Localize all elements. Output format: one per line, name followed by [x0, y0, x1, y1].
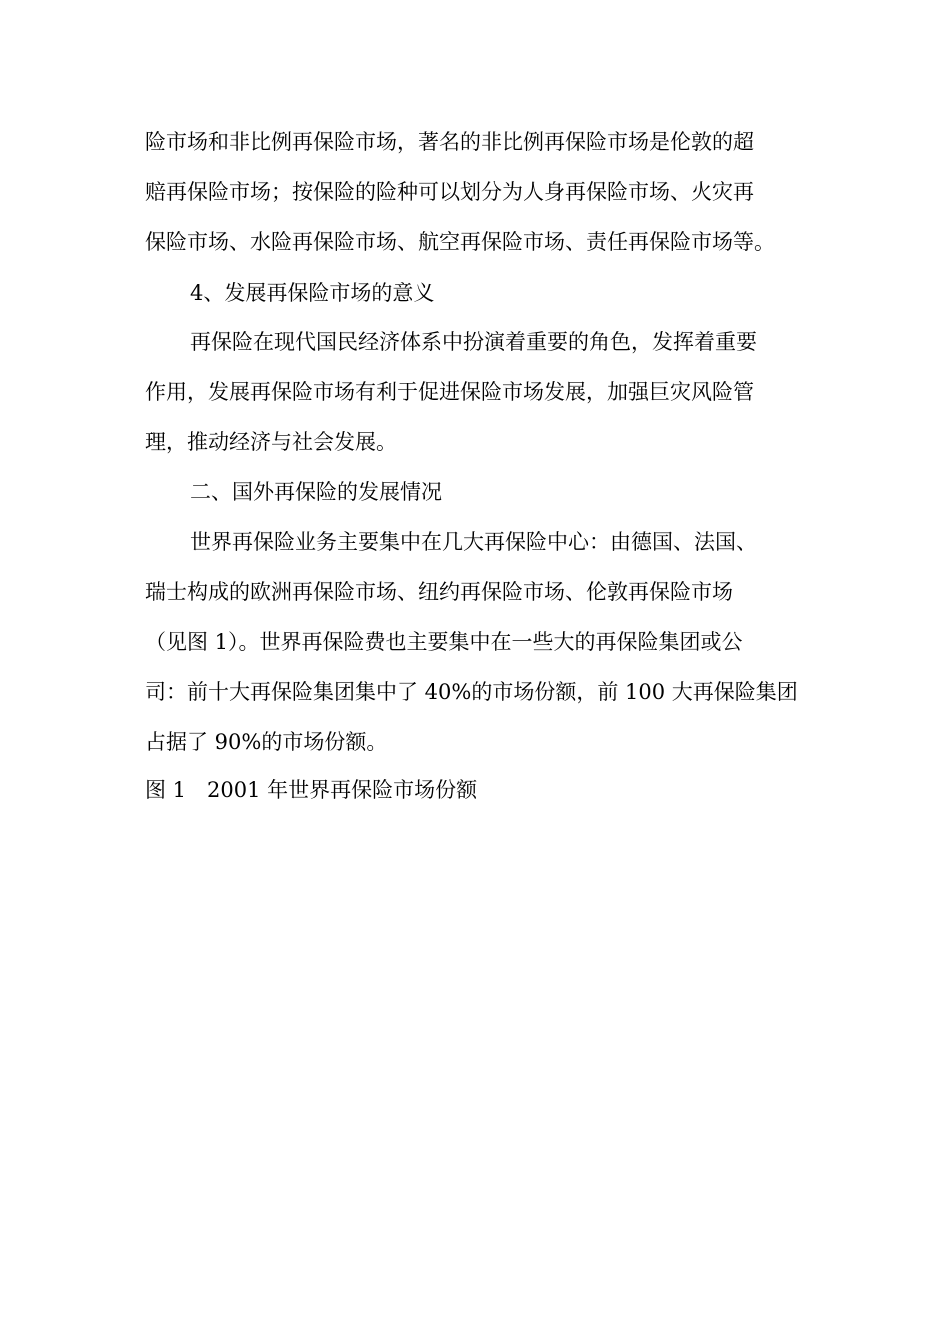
paragraph-line: 理，推动经济与社会发展。 — [145, 430, 397, 454]
paragraph-line: 险市场和非比例再保险市场，著名的非比例再保险市场是伦敦的超 — [145, 130, 754, 154]
paragraph-line: （见图 1）。世界再保险费也主要集中在一些大的再保险集团或公 — [145, 630, 743, 654]
section-heading-significance: 4、发展再保险市场的意义 — [190, 281, 435, 305]
paragraph-line: 赔再保险市场；按保险的险种可以划分为人身再保险市场、火灾再 — [145, 180, 754, 204]
paragraph-line: 占据了 90%的市场份额。 — [145, 730, 388, 754]
paragraph-line: 再保险在现代国民经济体系中扮演着重要的角色，发挥着重要 — [190, 330, 757, 354]
paragraph-line: 保险市场、水险再保险市场、航空再保险市场、责任再保险市场等。 — [145, 230, 775, 254]
paragraph-line: 司：前十大再保险集团集中了 40%的市场份额，前 100 大再保险集团 — [145, 680, 798, 704]
paragraph-line: 世界再保险业务主要集中在几大再保险中心：由德国、法国、 — [190, 530, 757, 554]
figure-caption: 图 1 2001 年世界再保险市场份额 — [145, 778, 478, 802]
paragraph-line: 作用，发展再保险市场有利于促进保险市场发展，加强巨灾风险管 — [145, 380, 754, 404]
paragraph-line: 瑞士构成的欧洲再保险市场、纽约再保险市场、伦敦再保险市场 — [145, 580, 733, 604]
section-heading-foreign-development: 二、国外再保险的发展情况 — [190, 480, 442, 504]
